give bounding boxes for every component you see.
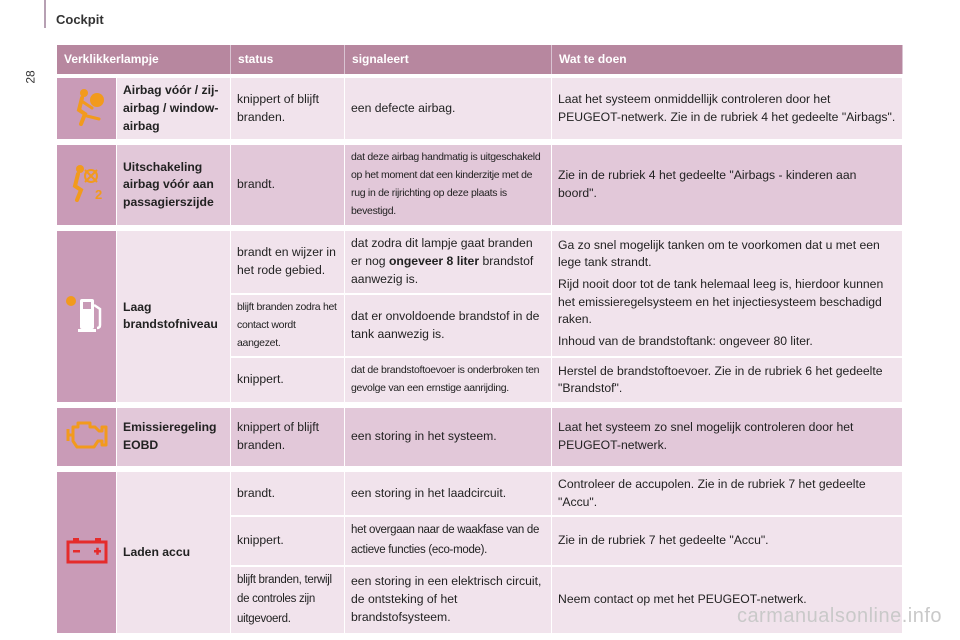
airbag-off-icon (66, 162, 108, 202)
fuel-pump-icon (64, 291, 110, 337)
lamp-name: Airbag vóór / zij-airbag / window-airbag (117, 78, 231, 141)
side-line (44, 0, 46, 28)
airbag-icon (67, 86, 107, 126)
action-text: Zie in de rubriek 7 het gedeelte "Accu". (552, 517, 903, 566)
table-header-row (57, 45, 903, 74)
status-text: knippert of blijft branden. (231, 78, 345, 141)
table-row-eobd (57, 408, 903, 468)
signal-text: het overgaan naar de waakfase van de actieve functies (eco-mode). (345, 517, 552, 566)
header-wat-te-doen: Wat te doen (552, 45, 903, 74)
lamp-name: Emissieregeling EOBD (117, 408, 231, 468)
action-paragraph: Inhoud van de brandstoftank: ongeveer 80 liter. (558, 333, 813, 348)
signal-text: een storing in het systeem. (345, 408, 552, 468)
page-number: 28 (23, 70, 38, 84)
lamp-name: Laag brandstofniveau (117, 231, 231, 404)
signal-text: dat deze airbag handmatig is uitgeschakeld op het moment dat een kinderzitje met de rug in de rijrichting op deze plaats is bevestigd. (345, 145, 552, 226)
warning-lights-table (57, 45, 903, 635)
lamp-name: Uitschakeling airbag vóór aan passagierszijde (117, 145, 231, 226)
header-status: status (231, 45, 345, 74)
section-title: Cockpit (56, 12, 104, 27)
battery-icon (65, 536, 109, 564)
status-text: brandt. (231, 472, 345, 517)
signal-text: een storing in het laadcircuit. (345, 472, 552, 517)
status-text: brandt en wijzer in het rode gebied. (231, 231, 345, 295)
signal-text-bold: ongeveer 8 liter (388, 253, 480, 268)
action-text: Laat het systeem zo snel mogelijk controleren door het PEUGEOT-netwerk. (552, 408, 903, 468)
signal-text-a: dat zodra dit lampje gaat branden er nog (351, 236, 533, 268)
action-paragraph: Ga zo snel mogelijk tanken om te voorkomen dat u met een lege tank strandt. (558, 237, 880, 270)
table-row-fuel (57, 231, 903, 295)
lamp-name: Laden accu (117, 472, 231, 635)
status-text: brandt. (231, 145, 345, 226)
signal-text: dat de brandstoftoevoer is onderbroken ten gevolge van een ernstige aanrijding. (345, 358, 552, 404)
signal-text: dat er onvoldoende brandstof in de tank aanwezig is. (345, 295, 552, 359)
header-signaleert: signaleert (345, 45, 552, 74)
engine-icon (64, 417, 110, 451)
action-text (552, 231, 903, 359)
svg-text:2: 2 (94, 187, 102, 203)
signal-text (345, 231, 552, 295)
table-row-battery (57, 472, 903, 517)
status-text: knippert of blijft branden. (231, 408, 345, 468)
icon-cell (57, 231, 117, 404)
action-paragraph: Rijd nooit door tot de tank helemaal leeg is, hierdoor kunnen het emissieregelsysteem en het injectiesysteem beschadigd raken. (558, 276, 884, 327)
signal-text-c: brandstof aanwezig is. (351, 253, 534, 286)
table-row-airbag-passenger (57, 145, 903, 226)
status-text: blijft branden, terwijl de controles zijn uitgevoerd. (231, 567, 345, 636)
icon-cell (57, 472, 117, 635)
icon-cell (57, 408, 117, 468)
header-verklikkerlampje: Verklikkerlampje (57, 45, 231, 74)
status-text: knippert. (231, 358, 345, 404)
table-row-airbag (57, 78, 903, 141)
action-text: Laat het systeem onmiddellijk controleren door het PEUGEOT-netwerk. Zie in de rubriek 4 het gedeelte "Airbags". (552, 78, 903, 141)
signal-text: een storing in een elektrisch circuit, de ontsteking of het brandstofsysteem. (345, 567, 552, 636)
icon-cell (57, 145, 117, 226)
watermark: carmanualsonline.info (736, 605, 942, 627)
action-text: Controleer de accupolen. Zie in de rubriek 7 het gedeelte "Accu". (552, 472, 903, 517)
signal-text: een defecte airbag. (345, 78, 552, 141)
status-text: blijft branden zodra het contact wordt aangezet. (231, 295, 345, 359)
status-text: knippert. (231, 517, 345, 566)
action-text: Zie in de rubriek 4 het gedeelte "Airbags - kinderen aan boord". (552, 145, 903, 226)
icon-cell (57, 78, 117, 141)
action-text: Neem contact op met het PEUGEOT-netwerk. (552, 567, 903, 636)
action-text: Herstel de brandstoftoevoer. Zie in de rubriek 6 het gedeelte "Brandstof". (552, 358, 903, 404)
